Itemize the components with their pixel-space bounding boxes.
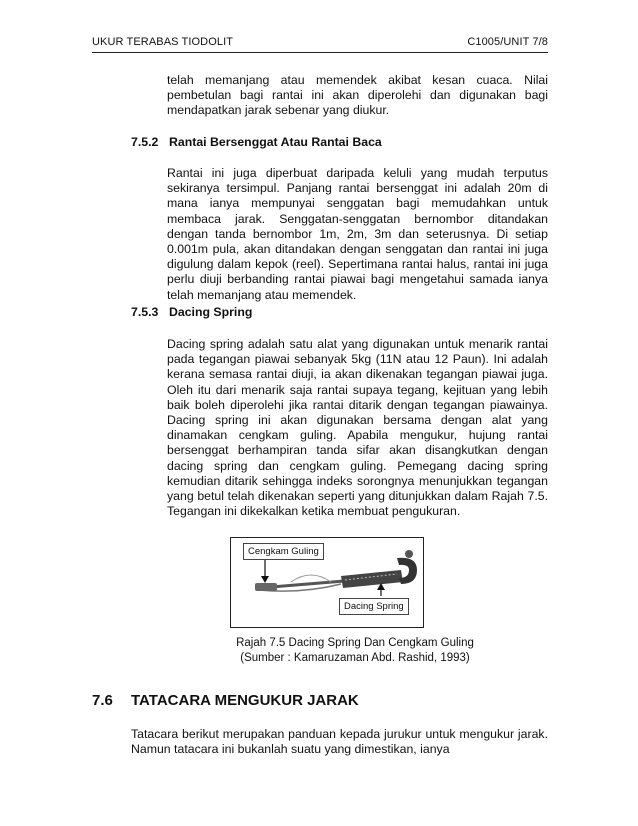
subsection-body-7-5-2: Rantai ini juga diperbuat daripada keluli yang mudah terputus sekiranya tersimpul. Panjang rantai bersenggat ini adalah 20m di mana ianya mempunyai senggatan bagi memudahkan untuk membaca jarak. Senggatan-senggatan bernombor ditandakan dengan tanda bernombor 1m, 2m, 3m dan seterusnya. Di setiap 0.001m pula, akan ditandakan dengan senggatan dan rantai ini juga digulung dalam kepok (reel). Sepertimana rantai halus, rantai ini juga perlu diuji berbanding rantai piawai bagi mengetahui samada ianya telah memanjang atau memendek. <box>167 166 548 302</box>
section-body-7-6: Tatacara berikut merupakan panduan kepada jurukur untuk mengukur jarak. Namun tatacara ini bukanlah suatu yang dimestikan, ianya <box>131 727 548 757</box>
subsection-number: 7.5.3 <box>131 305 159 319</box>
figure-spring-balance <box>230 537 424 628</box>
section-title: TATACARA MENGUKUR JARAK <box>131 692 359 709</box>
subsection-title: Rantai Bersenggat Atau Rantai Baca <box>169 135 382 149</box>
header-divider <box>92 52 548 53</box>
caption-source: (Sumber : Kamaruzaman Abd. Rashid, 1993) <box>240 652 470 664</box>
label-dacing-spring: Dacing Spring <box>339 598 409 615</box>
header-title: UKUR TERABAS TIODOLIT <box>92 36 234 48</box>
label-cengkam-guling: Cengkam Guling <box>243 543 324 560</box>
subsection-title: Dacing Spring <box>169 305 253 319</box>
header-page-code: C1005/UNIT 7/8 <box>467 36 548 48</box>
caption-title: Rajah 7.5 Dacing Spring Dan Cengkam Guling <box>236 637 474 649</box>
subsection-number: 7.5.2 <box>131 135 159 149</box>
intro-paragraph: telah memanjang atau memendek akibat kesan cuaca. Nilai pembetulan bagi rantai ini akan diperolehi dan digunakan bagi mendapatkan jarak sebenar yang diukur. <box>167 73 548 118</box>
figure-caption <box>222 636 488 666</box>
section-number: 7.6 <box>92 692 113 709</box>
subsection-body-7-5-3: Dacing spring adalah satu alat yang digunakan untuk menarik rantai pada tegangan piawai sebanyak 5kg (11N atau 12 Paun). Ini adalah kerana semasa rantai diuji, ia akan dikenakan tegangan piawai juga. Oleh itu dari menarik saja rantai supaya tegang, kejituan yang lebih baik boleh diperolehi jika rantai ditarik dengan tegangan piawainya. Dacing spring ini akan digunakan bersama dengan alat yang dinamakan cengkam guling. Apabila mengukur, hujung rantai bersenggat berhampiran tanda sifar akan disangkutkan dengan dacing spring dan cengkam guling. Pemegang dacing spring kemudian ditarik sehingga indeks sorongnya menunjukkan tegangan yang betul telah dikenakan seperti yang ditunjukkan dalam Rajah 7.5. Tegangan ini dikekalkan ketika membuat pengukuran. <box>167 337 548 519</box>
